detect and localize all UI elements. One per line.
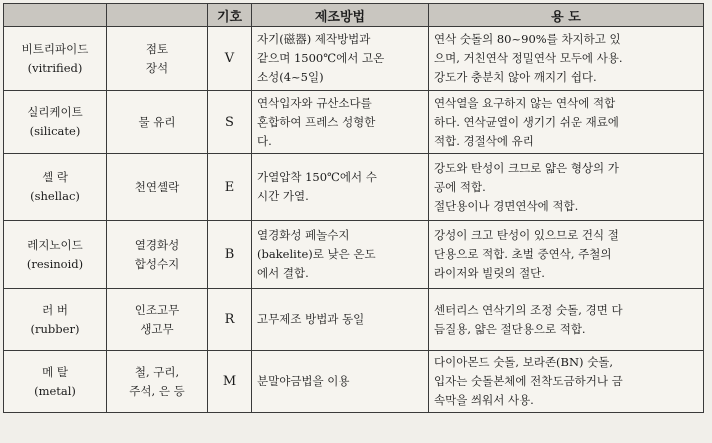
cell-bond-material	[107, 351, 208, 413]
bond-material-line: 물 유리	[138, 114, 176, 129]
method-line: 열경화성 페놀수지	[257, 228, 350, 242]
cell-bond-name	[4, 289, 107, 351]
cell-bond-name	[4, 154, 107, 221]
method-line: 같으며 1500℃에서 고온	[257, 51, 385, 65]
cell-symbol: E	[208, 154, 252, 221]
cell-use	[429, 289, 704, 351]
bond-name-korean: 셸 락	[42, 170, 68, 184]
cell-use	[429, 351, 704, 413]
bond-material-line: 장석	[145, 60, 169, 75]
use-line: 속막을 씌워서 사용.	[434, 393, 534, 407]
cell-bond-name	[4, 91, 107, 154]
cell-symbol: M	[208, 351, 252, 413]
cell-bond-name	[4, 27, 107, 91]
cell-symbol: R	[208, 289, 252, 351]
cell-method	[252, 289, 429, 351]
use-line: 듬질용, 얇은 절단용으로 적합.	[434, 321, 586, 336]
use-line: 단용으로 적합. 초벌 중연삭, 주철의	[434, 247, 612, 261]
header-bond	[107, 4, 208, 27]
method-line: 가열압착 150℃에서 수	[257, 170, 377, 184]
use-line: 라이저와 빌릿의 절단.	[434, 266, 545, 280]
table-row	[4, 351, 704, 413]
cell-use	[429, 154, 704, 221]
cell-use	[429, 91, 704, 154]
bond-name-english: (rubber)	[30, 321, 80, 336]
cell-symbol: V	[208, 27, 252, 91]
table-row	[4, 289, 704, 351]
cell-use	[429, 221, 704, 289]
use-line: 으며, 거친연삭 정밀연삭 모두에 사용.	[434, 51, 623, 65]
use-line: 강성이 크고 탄성이 있으므로 건식 절	[434, 228, 619, 242]
header-use: 용 도	[429, 4, 704, 27]
use-line: 적합. 경절삭에 유리	[434, 133, 534, 148]
use-line: 하다. 연삭균열이 생기기 쉬운 재료에	[434, 114, 619, 129]
table-row	[4, 221, 704, 289]
use-line: 강도와 탄성이 크므로 얇은 형상의 가	[434, 160, 619, 175]
bond-name-english: (resinoid)	[26, 256, 84, 271]
use-line: 센터리스 연삭기의 조정 숫돌, 경면 다	[434, 302, 623, 317]
method-line: (bakelite)로 낮은 온도	[257, 247, 376, 261]
bond-material-line: 열경화성	[134, 237, 180, 252]
document-page	[3, 3, 704, 413]
header-symbol: 기호	[208, 4, 252, 27]
cell-bond-material	[107, 154, 208, 221]
method-line: 고무제조 방법과 동일	[257, 312, 365, 326]
cell-bond-material	[107, 91, 208, 154]
bond-material-line: 주석, 은 등	[129, 383, 185, 398]
method-line: 다.	[257, 133, 272, 148]
bond-name-english: (metal)	[34, 383, 76, 398]
bond-name-korean: 러 버	[42, 302, 68, 317]
bond-name-korean: 메 탈	[42, 364, 68, 379]
use-line: 연삭 숫돌의 80~90%를 차지하고 있	[434, 32, 621, 46]
use-line: 절단용이나 경면연삭에 적합.	[434, 198, 579, 213]
cell-use	[429, 27, 704, 91]
cell-bond-material	[107, 27, 208, 91]
method-line: 시간 가열.	[257, 189, 309, 203]
use-line: 공에 적합.	[434, 179, 486, 194]
header-name	[4, 4, 107, 27]
table-row	[4, 27, 704, 91]
cell-method	[252, 154, 429, 221]
bond-name-english: (silicate)	[29, 124, 81, 138]
table-header-row	[4, 4, 704, 27]
bond-name-english: (vitrified)	[27, 60, 83, 75]
cell-bond-name	[4, 221, 107, 289]
cell-method	[252, 351, 429, 413]
method-line: 소성(4~5일)	[257, 70, 324, 84]
bond-name-korean: 비트리파이드	[21, 41, 89, 56]
cell-bond-name	[4, 351, 107, 413]
use-line: 강도가 충분치 않아 깨지기 쉽다.	[434, 70, 597, 84]
bond-type-table	[3, 3, 704, 413]
cell-method	[252, 27, 429, 91]
bond-material-line: 점토	[145, 41, 169, 56]
table-row	[4, 154, 704, 221]
bond-material-line: 합성수지	[134, 256, 180, 271]
method-line: 에서 결합.	[257, 266, 309, 280]
bond-material-line: 천연셸락	[134, 179, 180, 194]
table-row	[4, 91, 704, 154]
cell-bond-material	[107, 221, 208, 289]
method-line: 분말야금법을 이용	[257, 374, 350, 388]
bond-material-line: 생고무	[140, 321, 174, 336]
bond-name-korean: 실리케이트	[27, 105, 83, 119]
table-body	[4, 27, 704, 413]
cell-bond-material	[107, 289, 208, 351]
bond-material-line: 철, 구리,	[134, 364, 180, 379]
bond-name-korean: 레지노이드	[27, 237, 83, 252]
cell-method	[252, 91, 429, 154]
bond-name-english: (shellac)	[30, 189, 80, 203]
use-line: 입자는 숫돌본체에 전착도금하거나 금	[434, 374, 623, 388]
use-line: 다이아몬드 숫돌, 보라존(BN) 숫돌,	[434, 355, 614, 369]
method-line: 연삭입자와 규산소다를	[257, 95, 372, 110]
cell-symbol: S	[208, 91, 252, 154]
cell-symbol: B	[208, 221, 252, 289]
method-line: 자기(磁器) 제작방법과	[257, 32, 371, 46]
header-method: 제조방법	[252, 4, 429, 27]
method-line: 혼합하여 프레스 성형한	[257, 114, 376, 129]
use-line: 연삭열을 요구하지 않는 연삭에 적합	[434, 95, 616, 110]
cell-method	[252, 221, 429, 289]
bond-material-line: 인조고무	[134, 302, 180, 317]
